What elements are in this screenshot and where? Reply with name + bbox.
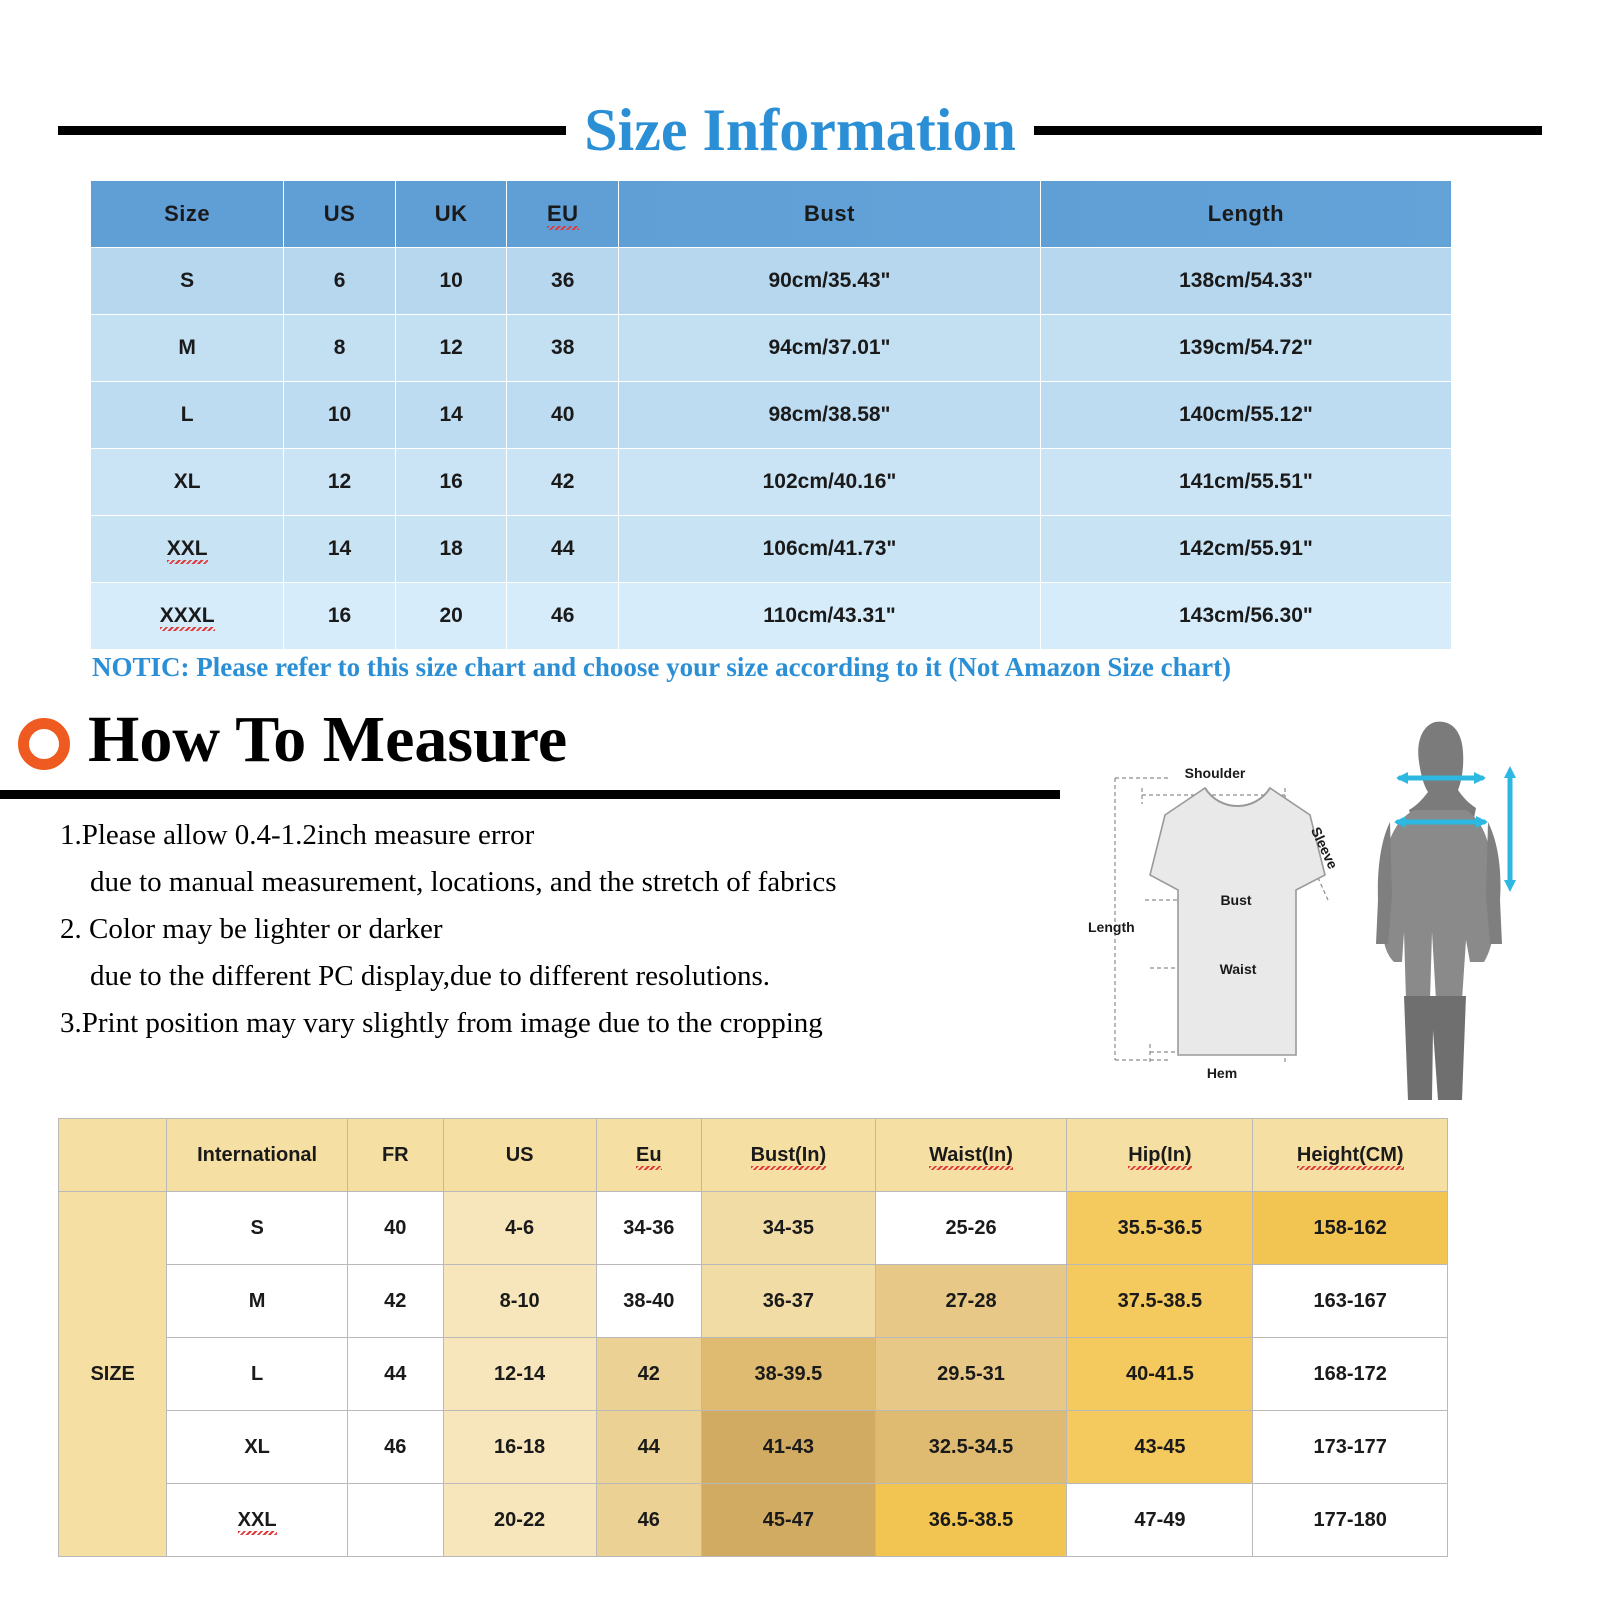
- international-size-table: [58, 1118, 1448, 1557]
- table-row: [91, 583, 1452, 650]
- cell-eu: 34-36: [596, 1192, 702, 1265]
- table-row: [91, 315, 1452, 382]
- cell-waist: 25-26: [875, 1192, 1067, 1265]
- cell-international: S: [167, 1192, 348, 1265]
- cell-fr: 40: [347, 1192, 443, 1265]
- table-row: [91, 449, 1452, 516]
- cell-us: 12-14: [443, 1338, 596, 1411]
- column-header-us: US: [443, 1119, 596, 1192]
- cell-eu: 46: [507, 583, 619, 650]
- cell-uk: 16: [395, 449, 507, 516]
- illustration-svg: [1070, 700, 1600, 1100]
- cell-fr: [347, 1484, 443, 1557]
- cell-uk: 12: [395, 315, 507, 382]
- how-to-measure-title: How To Measure: [88, 703, 568, 776]
- cell-hip: 35.5-36.5: [1067, 1192, 1253, 1265]
- cell-size: M: [91, 315, 284, 382]
- table-row: [59, 1265, 1448, 1338]
- cell-eu: 38-40: [596, 1265, 702, 1338]
- how-to-measure-heading: [0, 700, 1100, 790]
- cell-international: M: [167, 1265, 348, 1338]
- column-header-eu: Eu: [596, 1119, 702, 1192]
- column-header-length: Length: [1040, 181, 1451, 248]
- cell-hip: 47-49: [1067, 1484, 1253, 1557]
- column-header-fr: FR: [347, 1119, 443, 1192]
- cell-us: 20-22: [443, 1484, 596, 1557]
- table-row: [59, 1484, 1448, 1557]
- cell-waist: 32.5-34.5: [875, 1411, 1067, 1484]
- measurement-illustration: [1070, 700, 1600, 1100]
- cell-eu: 36: [507, 248, 619, 315]
- label-sleeve: Sleeve: [1307, 824, 1342, 872]
- cell-international: XL: [167, 1411, 348, 1484]
- column-header-size: Size: [91, 181, 284, 248]
- cell-us: 16-18: [443, 1411, 596, 1484]
- label-waist: Waist: [1219, 961, 1257, 977]
- cell-height: 168-172: [1253, 1338, 1448, 1411]
- label-length: Length: [1088, 919, 1135, 935]
- title-rule-left: [58, 126, 566, 135]
- note-line-5: 3.Print position may vary slightly from image due to the cropping: [60, 1007, 823, 1039]
- cell-length: 139cm/54.72": [1040, 315, 1451, 382]
- cell-us: 8-10: [443, 1265, 596, 1338]
- cell-hip: 37.5-38.5: [1067, 1265, 1253, 1338]
- label-hem: Hem: [1206, 1065, 1238, 1081]
- cell-bust: 34-35: [702, 1192, 876, 1265]
- cell-waist: 27-28: [875, 1265, 1067, 1338]
- cell-eu: 38: [507, 315, 619, 382]
- column-header-eu: EU: [507, 181, 619, 248]
- cell-length: 142cm/55.91": [1040, 516, 1451, 583]
- cell-eu: 42: [596, 1338, 702, 1411]
- cell-bust: 41-43: [702, 1411, 876, 1484]
- cell-bust: 98cm/38.58": [619, 382, 1041, 449]
- column-header-corner: [59, 1119, 167, 1192]
- cell-eu: 44: [507, 516, 619, 583]
- cell-hip: 40-41.5: [1067, 1338, 1253, 1411]
- cell-bust: 106cm/41.73": [619, 516, 1041, 583]
- cell-size: XXXL: [91, 583, 284, 650]
- note-line-1: 1.Please allow 0.4-1.2inch measure error: [60, 819, 535, 851]
- table-row: [91, 382, 1452, 449]
- cell-height: 163-167: [1253, 1265, 1448, 1338]
- cell-height: 173-177: [1253, 1411, 1448, 1484]
- page-title: Size Information: [584, 97, 1016, 163]
- note-line-2: due to manual measurement, locations, and the stretch of fabrics: [90, 866, 837, 898]
- size-information-table: [90, 180, 1452, 650]
- cell-size: L: [91, 382, 284, 449]
- cell-uk: 20: [395, 583, 507, 650]
- column-header-bust-in: Bust(In): [702, 1119, 876, 1192]
- size-chart-notice: NOTIC: Please refer to this size chart and choose your size according to it (Not Amazon Size chart): [92, 652, 1232, 682]
- label-bust: Bust: [1220, 892, 1252, 908]
- cell-uk: 14: [395, 382, 507, 449]
- note-line-4: due to the different PC display,due to different resolutions.: [90, 960, 771, 992]
- cell-waist: 29.5-31: [875, 1338, 1067, 1411]
- cell-fr: 42: [347, 1265, 443, 1338]
- circle-bullet-icon: [18, 718, 70, 770]
- cell-international: XXL: [167, 1484, 348, 1557]
- cell-length: 138cm/54.33": [1040, 248, 1451, 315]
- label-shoulder: Shoulder: [1184, 765, 1246, 781]
- cell-bust: 36-37: [702, 1265, 876, 1338]
- cell-fr: 44: [347, 1338, 443, 1411]
- cell-us: 6: [284, 248, 396, 315]
- cell-us: 14: [284, 516, 396, 583]
- table-row: [59, 1411, 1448, 1484]
- cell-us: 10: [284, 382, 396, 449]
- cell-bust: 45-47: [702, 1484, 876, 1557]
- cell-fr: 46: [347, 1411, 443, 1484]
- column-header-uk: UK: [395, 181, 507, 248]
- column-header-international: International: [167, 1119, 348, 1192]
- cell-eu: 46: [596, 1484, 702, 1557]
- cell-uk: 18: [395, 516, 507, 583]
- cell-size: XL: [91, 449, 284, 516]
- how-to-measure-rule: [0, 790, 1060, 799]
- table-row: [59, 1192, 1448, 1265]
- table-row: [91, 248, 1452, 315]
- table-header-row: [59, 1119, 1448, 1192]
- cell-eu: 40: [507, 382, 619, 449]
- cell-length: 141cm/55.51": [1040, 449, 1451, 516]
- table-header-row: [91, 181, 1452, 248]
- cell-eu: 44: [596, 1411, 702, 1484]
- page-title-row: [0, 95, 1600, 165]
- measure-notes: [60, 812, 1080, 1047]
- column-header-us: US: [284, 181, 396, 248]
- cell-waist: 36.5-38.5: [875, 1484, 1067, 1557]
- cell-height: 177-180: [1253, 1484, 1448, 1557]
- cell-us: 4-6: [443, 1192, 596, 1265]
- cell-us: 8: [284, 315, 396, 382]
- column-header-bust: Bust: [619, 181, 1041, 248]
- cell-bust: 38-39.5: [702, 1338, 876, 1411]
- column-header-hip-in: Hip(In): [1067, 1119, 1253, 1192]
- cell-height: 158-162: [1253, 1192, 1448, 1265]
- table-row: [91, 516, 1452, 583]
- cell-uk: 10: [395, 248, 507, 315]
- cell-us: 12: [284, 449, 396, 516]
- title-rule-right: [1034, 126, 1542, 135]
- column-header-waist-in: Waist(In): [875, 1119, 1067, 1192]
- cell-size: S: [91, 248, 284, 315]
- cell-international: L: [167, 1338, 348, 1411]
- column-header-height-cm: Height(CM): [1253, 1119, 1448, 1192]
- cell-size: XXL: [91, 516, 284, 583]
- cell-bust: 90cm/35.43": [619, 248, 1041, 315]
- cell-length: 143cm/56.30": [1040, 583, 1451, 650]
- table-row: [59, 1338, 1448, 1411]
- cell-bust: 94cm/37.01": [619, 315, 1041, 382]
- cell-length: 140cm/55.12": [1040, 382, 1451, 449]
- note-line-3: 2. Color may be lighter or darker: [60, 913, 443, 945]
- cell-bust: 102cm/40.16": [619, 449, 1041, 516]
- cell-hip: 43-45: [1067, 1411, 1253, 1484]
- row-group-label-size: SIZE: [59, 1192, 167, 1557]
- cell-bust: 110cm/43.31": [619, 583, 1041, 650]
- cell-us: 16: [284, 583, 396, 650]
- cell-eu: 42: [507, 449, 619, 516]
